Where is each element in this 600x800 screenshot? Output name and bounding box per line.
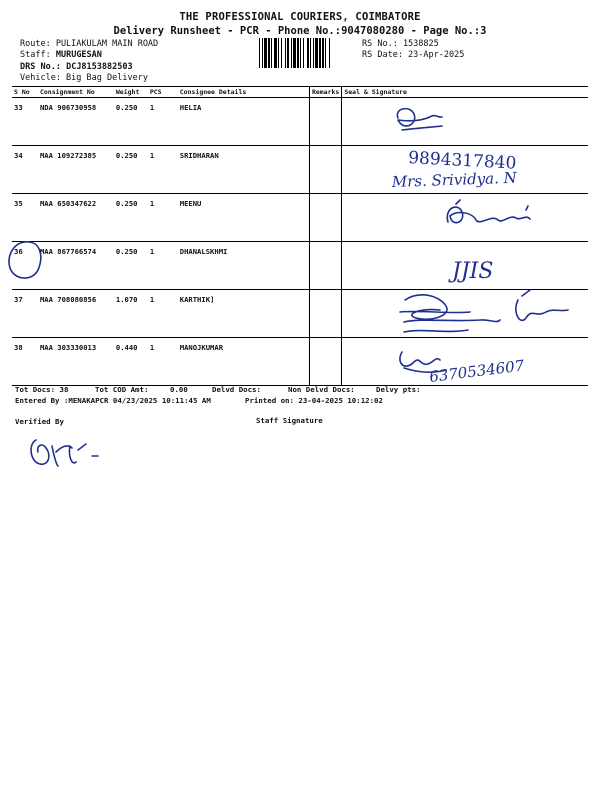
handwritten-phone-row34: 9894317840: [407, 148, 517, 174]
rs-date: RS Date: 23-Apr-2025: [362, 50, 465, 60]
cell-consignee: MANOJKUMAR: [178, 338, 310, 386]
footer-printed-on: Printed on: 23-04-2025 10:12:02: [245, 396, 383, 405]
cell-weight: 0.250: [114, 98, 148, 146]
company-title: THE PROFESSIONAL COURIERS, COIMBATORE: [179, 11, 421, 23]
signature-row37: [400, 290, 568, 332]
col-header-consignee: Consignee Details: [178, 87, 310, 98]
signature-row33: [397, 109, 442, 126]
handwritten-name-row34: Mrs. Srividya. N: [391, 168, 518, 191]
cell-weight: 0.250: [114, 242, 148, 290]
cell-consignment: MAA 867766574: [38, 242, 114, 290]
circle-mark-row36: [9, 242, 41, 278]
col-header-weight: Weight: [114, 87, 148, 98]
cell-consignment: MAA 303330013: [38, 338, 114, 386]
cell-consignee: KARTHIK]: [178, 290, 310, 338]
footer-delvy-pts: Delvy pts:: [376, 385, 421, 394]
staff-label: Staff:: [20, 50, 51, 60]
cell-consignee: SRIDHARAN: [178, 146, 310, 194]
verified-by-signature: [31, 440, 98, 466]
cell-consignee: MEENU: [178, 194, 310, 242]
cell-pcs: 1: [148, 290, 178, 338]
cell-consignment: MAA 650347622: [38, 194, 114, 242]
cell-consignment: MAA 708080856: [38, 290, 114, 338]
cell-sno: 38: [12, 338, 38, 386]
footer-cod-value: 0.00: [170, 385, 188, 394]
staff-signature-label: Staff Signature: [256, 416, 323, 425]
footer-tot-cod: Tot COD Amt:: [95, 385, 149, 394]
cell-weight: 0.250: [114, 146, 148, 194]
cell-pcs: 1: [148, 338, 178, 386]
cell-consignee: HELIA: [178, 98, 310, 146]
route-label: Route: PULIAKULAM MAIN ROAD: [20, 39, 159, 49]
cell-pcs: 1: [148, 242, 178, 290]
vehicle-label: Vehicle: Big Bag Delivery: [20, 73, 148, 83]
cell-sno: 35: [12, 194, 38, 242]
rs-number: RS No.: 1538825: [362, 39, 439, 49]
footer-non-delvd-docs: Non Delvd Docs:: [288, 385, 355, 394]
drs-label: DRS No.:: [20, 62, 61, 72]
signature-row35: [447, 200, 530, 223]
verified-by-label: Verified By: [15, 417, 64, 426]
cell-sno: 37: [12, 290, 38, 338]
cell-weight: 0.440: [114, 338, 148, 386]
runsheet-title: Delivery Runsheet - PCR - Phone No.:9047080280 - Page No.:3: [113, 25, 487, 37]
cell-sno: 33: [12, 98, 38, 146]
col-header-remarks: Remarks: [309, 87, 341, 98]
cell-pcs: 1: [148, 146, 178, 194]
col-header-signature: Seal & Signature: [342, 87, 588, 98]
col-header-consignment: Consignment No: [38, 87, 114, 98]
staff-name: MURUGESAN: [55, 50, 102, 60]
cell-consignment: NDA 906730958: [38, 98, 114, 146]
col-header-pcs: PCS: [148, 87, 178, 98]
cell-sno: 34: [12, 146, 38, 194]
cell-pcs: 1: [148, 98, 178, 146]
cell-pcs: 1: [148, 194, 178, 242]
cell-weight: 1.070: [114, 290, 148, 338]
handwritten-mark-row36: JJIS: [452, 259, 494, 284]
footer-tot-docs: Tot Docs: 38: [15, 385, 69, 394]
cell-consignee: DHANALSKHMI: [178, 242, 310, 290]
handwritten-phone-row38: 6370534607: [428, 356, 526, 386]
footer-entered-by: Entered By :MENAKAPCR 04/23/2025 10:11:45 AM: [15, 396, 211, 405]
col-header-sno: S No: [12, 87, 38, 98]
cell-sno: 36: [12, 242, 38, 290]
cell-consignment: MAA 109272385: [38, 146, 114, 194]
drs-value: DCJ8153882503: [66, 62, 133, 72]
footer-delvd-docs: Delvd Docs:: [212, 385, 261, 394]
cell-weight: 0.250: [114, 194, 148, 242]
